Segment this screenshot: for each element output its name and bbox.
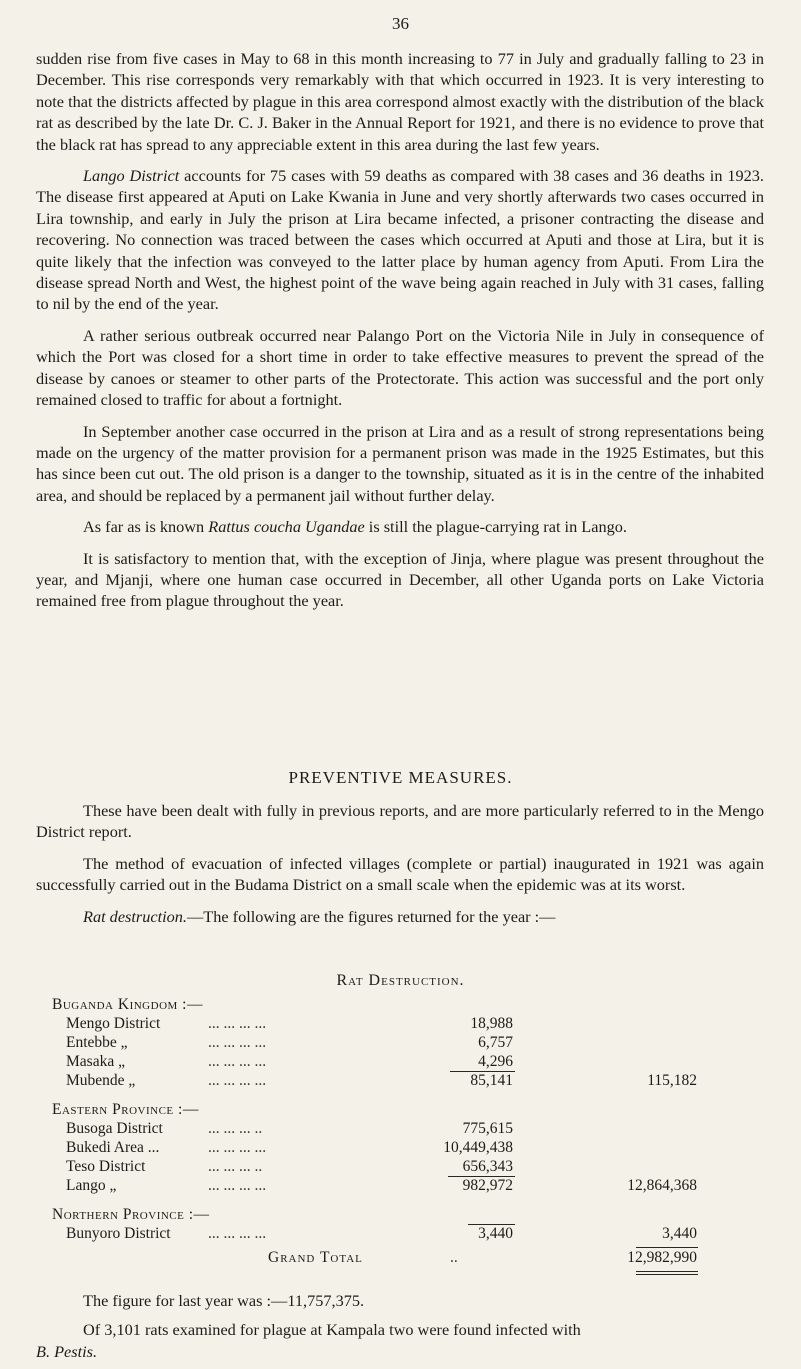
section-heading-preventive-measures: PREVENTIVE MEASURES. <box>288 768 513 787</box>
section-header-eastern <box>0 1101 801 1121</box>
table-row <box>0 1139 801 1159</box>
province-subtotal: 3,440 <box>662 1225 697 1242</box>
district-name: Busoga District <box>66 1120 163 1137</box>
leader-dots: ... ... ... ... <box>208 1072 267 1089</box>
grand-total-value: 12,982,990 <box>627 1249 697 1266</box>
pathogen-italic: B. Pestis. <box>36 1341 98 1361</box>
rat-destruction-heading: Rat destruction. <box>83 906 188 926</box>
district-count: 85,141 <box>470 1072 513 1089</box>
table-row <box>0 1158 801 1178</box>
province-subtotal: 12,864,368 <box>627 1177 697 1194</box>
table-row <box>0 1177 801 1197</box>
section-label: Buganda Kingdom :— <box>52 996 203 1013</box>
grand-total-row <box>0 1249 801 1269</box>
plague-rat-before: As far as is known <box>83 517 209 537</box>
table-row <box>0 1015 801 1035</box>
grand-total-double-rule <box>636 1274 698 1275</box>
district-count: 6,757 <box>478 1034 513 1051</box>
body-text-lower <box>36 800 764 927</box>
table-row <box>0 1034 801 1054</box>
leader-dots: ... ... ... ... <box>208 1225 267 1242</box>
leader-dots: .. <box>450 1249 458 1266</box>
lango-district-text: accounts for 75 cases with 59 deaths as compared with 38 cases and 36 deaths in 1923. The disease first appeared at Aputi on Lake Kwania in June and very shortly afterwards two cases occurred in Lira township, and early in July the prison at Lira became infected, a prisoner contracting the disease and recovering. No connection was traced between the cases which occurred at Aputi and those at Lira, but it is quite likely that the infection was conveyed to the latter place by human agency from Aputi. From Lira the disease spread North and West, the highest point of the wave being again reached in July with 31 cases, falling to nil by the end of the year. <box>36 166 764 314</box>
subtotal-rule <box>450 1071 515 1072</box>
section-label: Eastern Province :— <box>52 1101 199 1118</box>
section-header-buganda <box>0 996 801 1016</box>
district-name: Bukedi Area ... <box>66 1139 160 1156</box>
rat-destruction-intro: —The following are the figures returned for the year :— <box>187 906 556 926</box>
paragraph-last-year: The figure for last year was :—11,757,375. <box>83 1291 365 1310</box>
leader-dots: ... ... ... .. <box>208 1158 263 1175</box>
table-row <box>0 1120 801 1140</box>
district-name: Entebbe „ <box>66 1034 128 1051</box>
table-title: Rat Destruction. <box>336 972 465 989</box>
paragraph-palango-port: A rather serious outbreak occurred near Palango Port on the Victoria Nile in July in consequence of which the Port was closed for a short time in order to take effective measures to prevent the spread of the disease by canoes or steamer to other parts of the Protectorate. This action was successful and the port only remained closed to traffic for about a fortnight. <box>36 325 764 410</box>
leader-dots: ... ... ... ... <box>208 1177 267 1194</box>
district-name: Mengo District <box>66 1015 161 1032</box>
plague-rat-after: is still the plague-carrying rat in Lango. <box>364 517 627 537</box>
paragraph-plague-rise: sudden rise from five cases in May to 68 in this month increasing to 77 in July and gradually falling to 23 in December. This rise corresponds very remarkably with that which occurred in 1923. It is very interesting to note that the districts affected by plague in this area correspond almost exactly with the distribution of the black rat as described by the late Dr. C. J. Baker in the Annual Report for 1921, and there is no evidence to prove that the black rat has spread to any appreciable extent in this area during the last few years. <box>36 49 764 154</box>
leader-dots: ... ... ... ... <box>208 1053 267 1070</box>
district-count: 3,440 <box>478 1225 513 1242</box>
section-label: Northern Province :— <box>52 1206 210 1223</box>
district-count: 18,988 <box>470 1015 513 1032</box>
district-name: Bunyoro District <box>66 1225 171 1242</box>
district-count: 4,296 <box>478 1053 513 1070</box>
paragraph-lango-district <box>36 165 764 315</box>
leader-dots: ... ... ... ... <box>208 1015 267 1032</box>
body-text-upper <box>36 48 764 612</box>
paragraph-uganda-ports: It is satisfactory to mention that, with the exception of Jinja, where plague was present throughout the year, and Mjanji, where one human case occurred in December, all other Uganda ports on Lake Victoria remained free from plague throughout the year. <box>36 548 764 611</box>
leader-dots: ... ... ... .. <box>208 1120 263 1137</box>
district-name: Mubende „ <box>66 1072 136 1089</box>
district-name: Lango „ <box>66 1177 117 1194</box>
grand-total-label: Grand Total <box>268 1249 363 1266</box>
footer-text <box>36 1290 764 1362</box>
paragraph-plague-rat <box>36 516 764 537</box>
district-count: 656,343 <box>462 1158 513 1175</box>
leader-dots: ... ... ... ... <box>208 1139 267 1156</box>
pathogen-name <box>36 1341 764 1362</box>
province-subtotal: 115,182 <box>647 1072 697 1089</box>
grand-total-rule <box>636 1271 698 1272</box>
district-count: 775,615 <box>462 1120 513 1137</box>
district-count: 10,449,438 <box>443 1139 513 1156</box>
leader-dots: ... ... ... ... <box>208 1034 267 1051</box>
table-row <box>0 1225 801 1245</box>
paragraph-previous-reports: These have been dealt with fully in previous reports, and are more particularly referred to in the Mengo District report. <box>36 801 764 842</box>
subtotal-rule <box>448 1176 515 1177</box>
paragraph-lira-prison: In September another case occurred in the prison at Lira and as a result of strong representations being made on the urgency of the matter provision for a permanent prison was made in the 1925 Estimates, but this has since been cut out. The old prison is a danger to the township, situated as it is in the centre of the inhabited area, and should be replaced by a permanent jail without further delay. <box>36 421 764 505</box>
subtotal-rule <box>468 1224 515 1225</box>
total-rule <box>636 1247 698 1248</box>
paragraph-evacuation: The method of evacuation of infected villages (complete or partial) inaugurated in 1921 was again successfully carried out in the Budama District on a small scale when the epidemic was at its worst. <box>36 853 764 895</box>
district-name: Masaka „ <box>66 1053 125 1070</box>
paragraph-rats-examined: Of 3,101 rats examined for plague at Kampala two were found infected with <box>83 1320 581 1340</box>
table-row <box>0 1072 801 1092</box>
section-header-northern <box>0 1206 801 1226</box>
district-name: Teso District <box>66 1158 146 1175</box>
district-count: 982,972 <box>462 1177 513 1194</box>
rat-species-name: Rattus coucha Ugandae <box>208 517 365 537</box>
table-row <box>0 1053 801 1073</box>
lango-district-heading: Lango District <box>83 166 180 186</box>
paragraph-rat-destruction <box>36 906 764 927</box>
page-number: 36 <box>392 14 409 33</box>
